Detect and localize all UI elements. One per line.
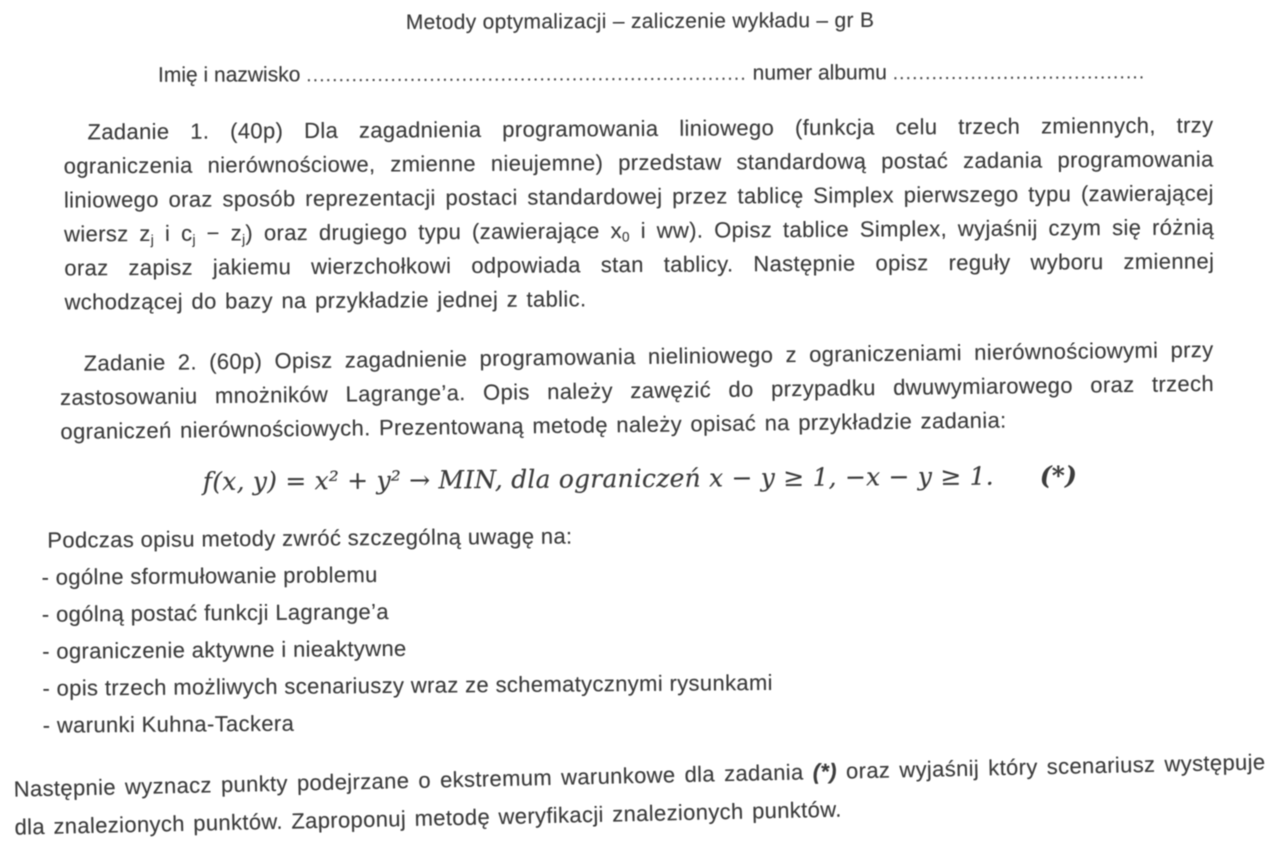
note-item-three-scenarios: - opis trzech możliwych scenariuszy wraz ze schematycznymi rysunkami [42, 669, 773, 701]
album-blank-dots: ....................................... [892, 62, 1146, 85]
task2-formula [0, 460, 1280, 498]
album-label: numer albumu [746, 61, 893, 85]
name-blank-dots: .................................................................... [306, 63, 747, 87]
task1-paragraph [63, 108, 1214, 319]
task1-text-5: i ww). Opisz tablice Simplex, wyjaśnij czym się różnią oraz zapisz jakiemu wierzchołkowi odpowiada stan tablicy. Następnie opisz reguły wyboru zmiennej wchodzącej do bazy na przykładzie jednej z tablic. [64, 214, 1215, 315]
task1-subscript-zj: j [150, 232, 155, 248]
task2-paragraph: Zadanie 2. (60p) Opisz zagadnienie programowania nieliniowego z ograniczeniami nierównościowymi przy zastosowaniu mnożników Lagrange’a. Opis należy zawęzić do przypadku dwuwymiarowego oraz trzech ograniczeń nierównościowych. Prezentowaną metodę należy opisać na przykładzie zadania: [59, 336, 1215, 445]
task1-subscript-zj2: j [241, 231, 246, 247]
task1-text-3: − z [195, 220, 243, 246]
name-album-line [158, 60, 1168, 88]
task1-text-2: i c [154, 220, 193, 246]
closing-star-tag: (*) [812, 758, 838, 785]
closing-paragraph [13, 743, 1266, 846]
task1-subscript-x0: 0 [621, 229, 630, 245]
notes-block [41, 512, 1241, 743]
task1-text-1: Zadanie 1. (40p) Dla zagadnienia programowania liniowego (funkcja celu trzech zmiennych, trzy ograniczenia nierównościowe, zmienne nieujemne) przedstaw standardową postać zadania programowania liniowego oraz sposób reprezentacji postaci standardowej przez tablicę Simplex pierwszego typu (zawierającej wiersz z [63, 112, 1214, 247]
note-item-lagrange-function: - ogólną postać funkcji Lagrange’a [41, 598, 389, 627]
note-item-active-constraints: - ograniczenie aktywne i nieaktywne [42, 635, 407, 664]
closing-text-2: oraz wyjaśnij który scenariusz występuje dla znalezionych punktów. Zaproponuj metodę weryfikacji znalezionych punktów. [14, 749, 1266, 840]
name-label: Imię i nazwisko [157, 63, 307, 87]
task1-text-4: ) oraz drugiego typu (zawierające x [245, 218, 622, 246]
notes-intro: Podczas opisu metody zwróć szczególną uwagę na: [47, 523, 573, 553]
note-item-problem-formulation: - ogólne sformułowanie problemu [41, 562, 378, 590]
document-title: Metody optymalizacji – zaliczenie wykładu – gr B [405, 8, 875, 35]
closing-text-1: Następnie wyznacz punkty podejrzane o ekstremum warunkowe dla zadania [13, 759, 813, 802]
note-item-kuhn-tucker: - warunki Kuhna-Tackera [42, 710, 295, 738]
formula-math: f(x, y) = x² + y² → MIN, dla ograniczeń x − y ≥ 1, −x − y ≥ 1. [202, 461, 994, 497]
formula-star-tag: (*) [1039, 460, 1078, 491]
task1-subscript-cj: j [192, 232, 196, 248]
